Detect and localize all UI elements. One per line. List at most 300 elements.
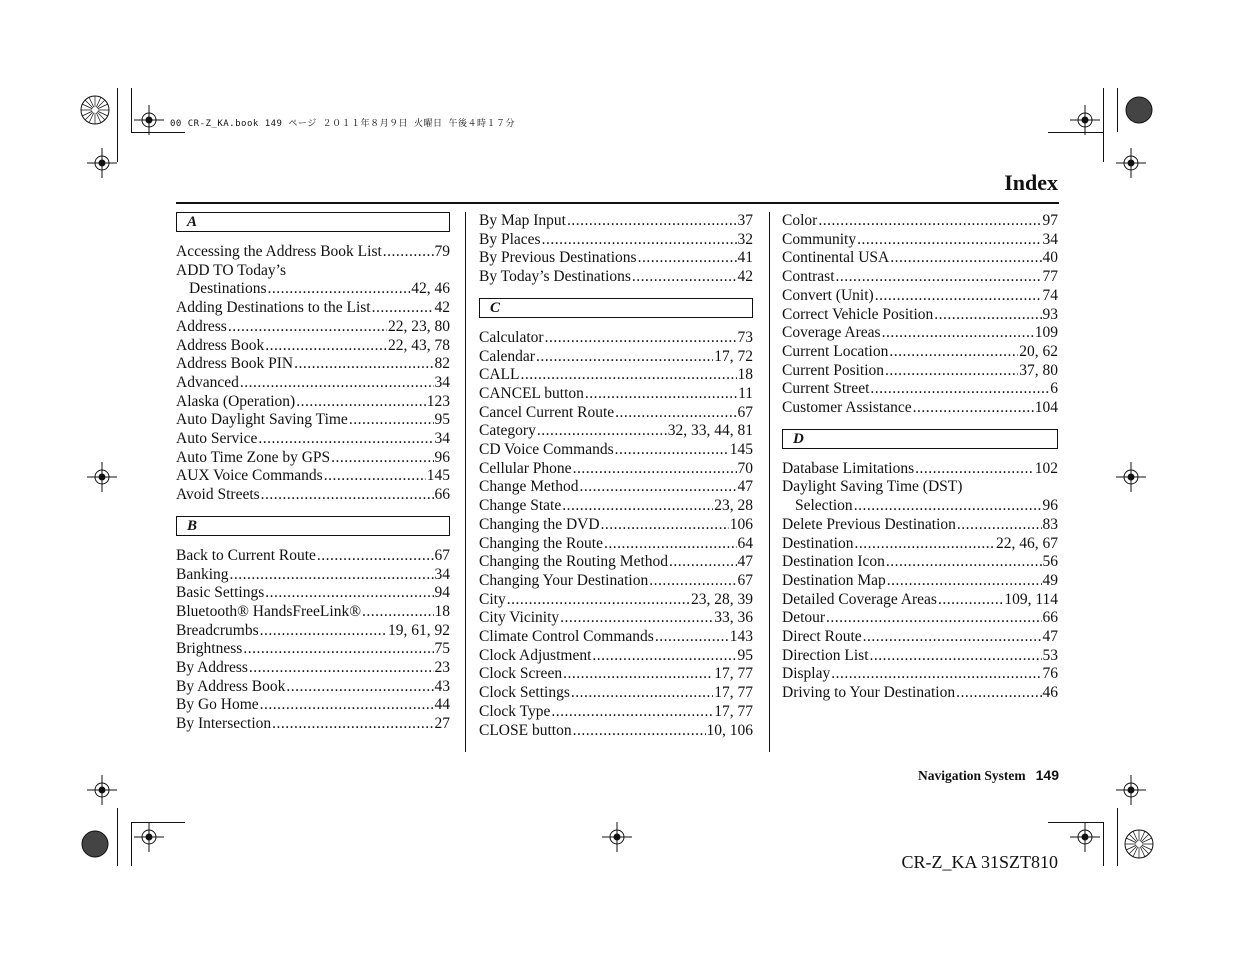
entry-term: Destination Icon bbox=[782, 553, 885, 571]
entry-pages: 123 bbox=[426, 392, 450, 410]
entry-term: Driving to Your Destination bbox=[782, 684, 956, 702]
index-entry bbox=[176, 715, 450, 734]
dot-leader bbox=[882, 324, 1034, 343]
dot-leader bbox=[296, 393, 426, 412]
index-entry bbox=[782, 591, 1058, 610]
crop-mark bbox=[117, 88, 118, 162]
entry-term: Clock Settings bbox=[479, 684, 570, 702]
dot-leader bbox=[915, 460, 1034, 479]
dot-leader bbox=[890, 249, 1041, 268]
index-entry bbox=[479, 329, 753, 348]
dot-leader bbox=[240, 374, 434, 393]
entry-pages: 37, 80 bbox=[1019, 361, 1058, 379]
dot-leader bbox=[520, 366, 736, 385]
dot-leader bbox=[272, 715, 433, 734]
dot-leader bbox=[362, 603, 434, 622]
entry-pages: 83 bbox=[1042, 515, 1058, 533]
entry-pages: 34 bbox=[434, 430, 450, 448]
entry-term: By Today’s Destinations bbox=[479, 268, 631, 286]
entry-term: Daylight Saving Time (DST) bbox=[782, 478, 963, 496]
dot-leader bbox=[260, 696, 434, 715]
entry-pages: 23 bbox=[434, 659, 450, 677]
index-entry bbox=[479, 516, 753, 535]
index-entry bbox=[176, 696, 450, 715]
entry-term: By Intersection bbox=[176, 715, 272, 733]
entry-pages: 66 bbox=[1042, 609, 1058, 627]
entry-pages: 20, 62 bbox=[1019, 342, 1058, 360]
index-entry bbox=[176, 449, 450, 468]
entry-pages: 27 bbox=[434, 715, 450, 733]
entry-term: Continental USA bbox=[782, 249, 890, 267]
index-entry bbox=[176, 659, 450, 678]
index-entry bbox=[176, 640, 450, 659]
entry-term: Coverage Areas bbox=[782, 324, 881, 342]
entry-term: Advanced bbox=[176, 373, 239, 391]
index-entry bbox=[176, 430, 450, 449]
index-entry bbox=[479, 665, 753, 684]
index-entry bbox=[479, 553, 753, 572]
index-entry bbox=[176, 355, 450, 374]
dot-leader bbox=[542, 231, 737, 250]
index-entry bbox=[479, 535, 753, 554]
crop-mark bbox=[1103, 822, 1104, 866]
registration-target-icon bbox=[1116, 148, 1146, 178]
entry-term: Calendar bbox=[479, 347, 535, 365]
entry-pages: 41 bbox=[737, 249, 753, 267]
entry-term: Customer Assistance bbox=[782, 399, 912, 417]
entry-term: ADD TO Today’s bbox=[176, 261, 287, 279]
dot-leader bbox=[632, 268, 737, 287]
entry-term: Delete Previous Destination bbox=[782, 515, 956, 533]
index-entry bbox=[782, 324, 1058, 343]
dot-leader bbox=[260, 622, 387, 641]
entry-pages: 47 bbox=[1042, 628, 1058, 646]
dot-leader bbox=[331, 449, 433, 468]
entry-term: By Address Book bbox=[176, 677, 286, 695]
entry-term: Brightness bbox=[176, 640, 243, 658]
entry-pages: 42, 46 bbox=[411, 280, 450, 298]
dot-leader bbox=[571, 684, 713, 703]
dot-leader bbox=[573, 460, 737, 479]
index-entry bbox=[479, 460, 753, 479]
crop-mark bbox=[1117, 808, 1118, 866]
entry-pages: 32, 33, 44, 81 bbox=[667, 422, 753, 440]
entry-term: Current Street bbox=[782, 380, 870, 398]
entry-pages: 53 bbox=[1042, 646, 1058, 664]
dot-leader bbox=[638, 249, 737, 268]
index-entry bbox=[782, 497, 1058, 516]
entry-pages: 23, 28, 39 bbox=[691, 590, 753, 608]
dot-leader bbox=[562, 497, 713, 516]
index-entry bbox=[782, 478, 1058, 497]
dot-leader bbox=[563, 665, 713, 684]
dot-leader bbox=[615, 441, 729, 460]
entry-pages: 34 bbox=[434, 373, 450, 391]
index-entry bbox=[176, 318, 450, 337]
entry-pages: 106 bbox=[729, 515, 753, 533]
entry-pages: 23, 28 bbox=[714, 497, 753, 515]
dot-leader bbox=[265, 584, 433, 603]
entry-pages: 143 bbox=[729, 628, 753, 646]
index-entry bbox=[176, 393, 450, 412]
color-patch-icon bbox=[80, 829, 110, 859]
dot-leader bbox=[863, 628, 1042, 647]
page-title: Index bbox=[1004, 170, 1058, 195]
crop-mark bbox=[1103, 88, 1104, 162]
dot-leader bbox=[615, 404, 736, 423]
index-entry bbox=[782, 665, 1058, 684]
index-entry bbox=[782, 399, 1058, 418]
entry-term: AUX Voice Commands bbox=[176, 467, 323, 485]
dot-leader bbox=[818, 212, 1041, 231]
index-entry bbox=[782, 380, 1058, 399]
registration-target-icon bbox=[1070, 105, 1100, 135]
index-entry bbox=[782, 535, 1058, 554]
index-entry bbox=[479, 722, 753, 741]
entry-term: Bluetooth® HandsFreeLink® bbox=[176, 602, 361, 620]
index-entry bbox=[782, 343, 1058, 362]
index-column-3 bbox=[782, 212, 1058, 703]
index-entry bbox=[479, 404, 753, 423]
index-entry bbox=[782, 249, 1058, 268]
index-entry bbox=[176, 243, 450, 262]
dot-leader bbox=[545, 329, 737, 348]
registration-target-icon bbox=[87, 775, 117, 805]
registration-target-icon bbox=[1070, 822, 1100, 852]
index-entry bbox=[176, 566, 450, 585]
dot-leader bbox=[957, 516, 1042, 535]
dot-leader bbox=[567, 212, 737, 231]
entry-term: City Vicinity bbox=[479, 609, 560, 627]
entry-term: Destination bbox=[782, 534, 854, 552]
entry-term: Changing Your Destination bbox=[479, 571, 649, 589]
index-entry bbox=[782, 362, 1058, 381]
entry-term: Database Limitations bbox=[782, 459, 915, 477]
crop-mark bbox=[117, 808, 118, 866]
entry-term: By Previous Destinations bbox=[479, 249, 637, 267]
entry-pages: 43 bbox=[434, 677, 450, 695]
dot-leader bbox=[831, 665, 1041, 684]
dot-leader bbox=[573, 722, 706, 741]
index-entry bbox=[782, 609, 1058, 628]
entry-term: By Places bbox=[479, 230, 541, 248]
entry-pages: 95 bbox=[737, 646, 753, 664]
entry-pages: 79 bbox=[434, 243, 450, 260]
dot-leader bbox=[870, 380, 1049, 399]
index-entry bbox=[479, 212, 753, 231]
index-entry bbox=[782, 572, 1058, 591]
dot-leader bbox=[579, 478, 736, 497]
registration-target-icon bbox=[134, 105, 164, 135]
index-entry bbox=[479, 385, 753, 404]
dot-leader bbox=[230, 566, 434, 585]
entry-term: Direct Route bbox=[782, 628, 862, 646]
entry-term: Auto Time Zone by GPS bbox=[176, 448, 331, 466]
entry-pages: 74 bbox=[1042, 286, 1058, 304]
entry-pages: 109 bbox=[1034, 324, 1058, 342]
dot-leader bbox=[886, 553, 1042, 572]
dot-leader bbox=[854, 535, 995, 554]
page-number: 149 bbox=[1035, 767, 1059, 783]
dot-leader bbox=[649, 572, 736, 591]
index-entry bbox=[176, 603, 450, 622]
index-entry bbox=[782, 268, 1058, 287]
column-divider bbox=[465, 212, 466, 752]
section-header-c: C bbox=[479, 298, 753, 318]
dot-leader bbox=[536, 348, 713, 367]
entry-term: Auto Service bbox=[176, 430, 258, 448]
crop-mark bbox=[131, 88, 132, 132]
entry-pages: 40 bbox=[1042, 249, 1058, 267]
dot-leader bbox=[885, 362, 1018, 381]
entry-term: Accessing the Address Book List bbox=[176, 243, 382, 260]
index-entry bbox=[782, 628, 1058, 647]
registration-target-icon bbox=[1116, 462, 1146, 492]
entry-term: Clock Screen bbox=[479, 665, 563, 683]
entry-pages: 145 bbox=[729, 441, 753, 459]
dot-leader bbox=[261, 486, 434, 505]
registration-target-icon bbox=[602, 822, 632, 852]
entry-pages: 33, 36 bbox=[714, 609, 753, 627]
entry-pages: 73 bbox=[737, 328, 753, 346]
entry-pages: 18 bbox=[434, 602, 450, 620]
index-entry bbox=[479, 441, 753, 460]
entry-pages: 67 bbox=[737, 571, 753, 589]
entry-pages: 96 bbox=[434, 448, 450, 466]
starburst-mark-icon bbox=[80, 95, 110, 125]
page-footer bbox=[918, 767, 1059, 784]
entry-pages: 46 bbox=[1042, 684, 1058, 702]
footer-section-name: Navigation System bbox=[918, 768, 1026, 783]
entry-term: Contrast bbox=[782, 268, 835, 286]
entry-term: Adding Destinations to the List bbox=[176, 299, 371, 317]
title-rule bbox=[176, 202, 1059, 204]
crop-mark bbox=[1117, 88, 1118, 132]
entry-term: Address Book PIN bbox=[176, 355, 294, 373]
entry-term: By Address bbox=[176, 659, 248, 677]
color-patch-icon bbox=[1124, 95, 1154, 125]
index-entry bbox=[479, 366, 753, 385]
dot-leader bbox=[286, 678, 433, 697]
entry-pages: 70 bbox=[737, 459, 753, 477]
dot-leader bbox=[507, 591, 690, 610]
dot-leader bbox=[592, 647, 736, 666]
entry-term: Category bbox=[479, 422, 536, 440]
index-entry bbox=[479, 572, 753, 591]
dot-leader bbox=[258, 430, 433, 449]
entry-pages: 22, 23, 80 bbox=[388, 317, 450, 335]
running-head: 00 CR-Z_KA.book 149 ページ ２０１１年８月９日 火曜日 午後４時１７分 bbox=[170, 119, 515, 129]
entry-pages: 17, 77 bbox=[714, 665, 753, 683]
entry-pages: 109, 114 bbox=[1004, 590, 1058, 608]
entry-term: Back to Current Route bbox=[176, 546, 316, 564]
index-column-2 bbox=[479, 212, 753, 740]
entry-pages: 6 bbox=[1050, 380, 1058, 398]
dot-leader bbox=[889, 343, 1018, 362]
entry-pages: 64 bbox=[737, 534, 753, 552]
entry-pages: 82 bbox=[434, 355, 450, 373]
entry-pages: 17, 72 bbox=[714, 347, 753, 365]
entry-pages: 34 bbox=[434, 565, 450, 583]
entry-term: CLOSE button bbox=[479, 721, 572, 739]
entry-term: Cellular Phone bbox=[479, 459, 572, 477]
index-column-1 bbox=[176, 212, 450, 734]
entry-term: Calculator bbox=[479, 328, 544, 346]
dot-leader bbox=[560, 609, 713, 628]
entry-pages: 34 bbox=[1042, 230, 1058, 248]
entry-term: Correct Vehicle Position bbox=[782, 305, 934, 323]
entry-pages: 76 bbox=[1042, 665, 1058, 683]
dot-leader bbox=[265, 337, 387, 356]
index-entry bbox=[782, 460, 1058, 479]
entry-term: Address Book bbox=[176, 336, 265, 354]
registration-target-icon bbox=[1116, 775, 1146, 805]
entry-pages: 47 bbox=[737, 478, 753, 496]
starburst-mark-icon bbox=[1124, 829, 1154, 859]
registration-target-icon bbox=[134, 822, 164, 852]
index-entry bbox=[176, 486, 450, 505]
entry-pages: 56 bbox=[1042, 553, 1058, 571]
entry-pages: 32 bbox=[737, 230, 753, 248]
entry-pages: 49 bbox=[1042, 571, 1058, 589]
entry-term: Community bbox=[782, 230, 857, 248]
dot-leader bbox=[551, 703, 713, 722]
index-entry bbox=[176, 547, 450, 566]
dot-leader bbox=[655, 628, 729, 647]
entry-pages: 104 bbox=[1034, 399, 1058, 417]
index-entry bbox=[782, 516, 1058, 535]
dot-leader bbox=[585, 385, 737, 404]
section-header-a: A bbox=[176, 212, 450, 232]
entry-pages: 18 bbox=[737, 366, 753, 384]
entry-term: By Go Home bbox=[176, 696, 259, 714]
entry-term: Address bbox=[176, 317, 227, 335]
entry-term: Avoid Streets bbox=[176, 486, 260, 504]
entry-term: Clock Adjustment bbox=[479, 646, 592, 664]
entry-pages: 47 bbox=[737, 553, 753, 571]
index-entry bbox=[176, 584, 450, 603]
index-entry bbox=[782, 287, 1058, 306]
dot-leader bbox=[836, 268, 1042, 287]
index-entry bbox=[479, 703, 753, 722]
entry-term: Clock Type bbox=[479, 702, 551, 720]
dot-leader bbox=[604, 535, 737, 554]
dot-leader bbox=[228, 318, 387, 337]
dot-leader bbox=[383, 243, 434, 262]
index-entry bbox=[479, 684, 753, 703]
dot-leader bbox=[243, 640, 433, 659]
index-entry bbox=[782, 647, 1058, 666]
entry-pages: 22, 43, 78 bbox=[388, 336, 450, 354]
dot-leader bbox=[349, 411, 434, 430]
dot-leader bbox=[826, 609, 1041, 628]
document-code: CR-Z_KA 31SZT810 bbox=[901, 852, 1058, 872]
dot-leader bbox=[537, 422, 667, 441]
entry-pages: 11 bbox=[738, 384, 753, 402]
crop-mark bbox=[131, 822, 132, 866]
index-entry bbox=[176, 622, 450, 641]
entry-term: Display bbox=[782, 665, 831, 683]
entry-pages: 145 bbox=[426, 467, 450, 485]
dot-leader bbox=[956, 684, 1041, 703]
entry-pages: 37 bbox=[737, 212, 753, 229]
entry-term: Changing the Routing Method bbox=[479, 553, 669, 571]
entry-pages: 19, 61, 92 bbox=[388, 621, 450, 639]
dot-leader bbox=[913, 399, 1034, 418]
entry-pages: 93 bbox=[1042, 305, 1058, 323]
entry-pages: 67 bbox=[434, 546, 450, 564]
index-entry bbox=[176, 411, 450, 430]
index-entry bbox=[479, 591, 753, 610]
entry-pages: 75 bbox=[434, 640, 450, 658]
index-entry bbox=[176, 299, 450, 318]
index-entry bbox=[479, 348, 753, 367]
dot-leader bbox=[870, 647, 1042, 666]
index-entry bbox=[782, 684, 1058, 703]
index-entry bbox=[782, 212, 1058, 231]
entry-term: By Map Input bbox=[479, 212, 566, 229]
dot-leader bbox=[887, 572, 1042, 591]
entry-term: Destinations bbox=[189, 280, 267, 298]
entry-pages: 10, 106 bbox=[706, 721, 753, 739]
entry-pages: 94 bbox=[434, 584, 450, 602]
index-entry bbox=[782, 306, 1058, 325]
dot-leader bbox=[324, 467, 426, 486]
entry-term: Convert (Unit) bbox=[782, 286, 874, 304]
index-entry bbox=[176, 280, 450, 299]
index-entry bbox=[176, 374, 450, 393]
entry-term: Auto Daylight Saving Time bbox=[176, 411, 348, 429]
entry-pages: 102 bbox=[1034, 459, 1058, 477]
entry-term: Current Location bbox=[782, 342, 889, 360]
dot-leader bbox=[294, 355, 433, 374]
entry-pages: 17, 77 bbox=[714, 684, 753, 702]
entry-term: Detour bbox=[782, 609, 826, 627]
entry-pages: 77 bbox=[1042, 268, 1058, 286]
entry-pages: 44 bbox=[434, 696, 450, 714]
entry-pages: 67 bbox=[737, 403, 753, 421]
entry-pages: 17, 77 bbox=[714, 702, 753, 720]
index-entry bbox=[479, 249, 753, 268]
entry-pages: 42 bbox=[737, 268, 753, 286]
entry-pages: 66 bbox=[434, 486, 450, 504]
index-entry bbox=[176, 467, 450, 486]
dot-leader bbox=[854, 497, 1042, 516]
entry-pages: 96 bbox=[1042, 497, 1058, 515]
entry-term: City bbox=[479, 590, 506, 608]
entry-term: CANCEL button bbox=[479, 384, 584, 402]
dot-leader bbox=[938, 591, 1003, 610]
dot-leader bbox=[268, 280, 411, 299]
section-header-b: B bbox=[176, 516, 450, 536]
dot-leader bbox=[857, 231, 1041, 250]
column-divider bbox=[769, 212, 770, 752]
dot-leader bbox=[934, 306, 1041, 325]
entry-term: Alaska (Operation) bbox=[176, 392, 296, 410]
entry-pages: 22, 46, 67 bbox=[996, 534, 1058, 552]
index-entry bbox=[176, 337, 450, 356]
index-entry bbox=[782, 231, 1058, 250]
registration-target-icon bbox=[87, 148, 117, 178]
index-entry bbox=[479, 268, 753, 287]
index-entry bbox=[479, 609, 753, 628]
section-header-d: D bbox=[782, 429, 1058, 449]
index-entry bbox=[176, 678, 450, 697]
entry-pages: 95 bbox=[434, 411, 450, 429]
entry-pages: 97 bbox=[1042, 212, 1058, 229]
entry-term: Banking bbox=[176, 565, 229, 583]
dot-leader bbox=[317, 547, 434, 566]
